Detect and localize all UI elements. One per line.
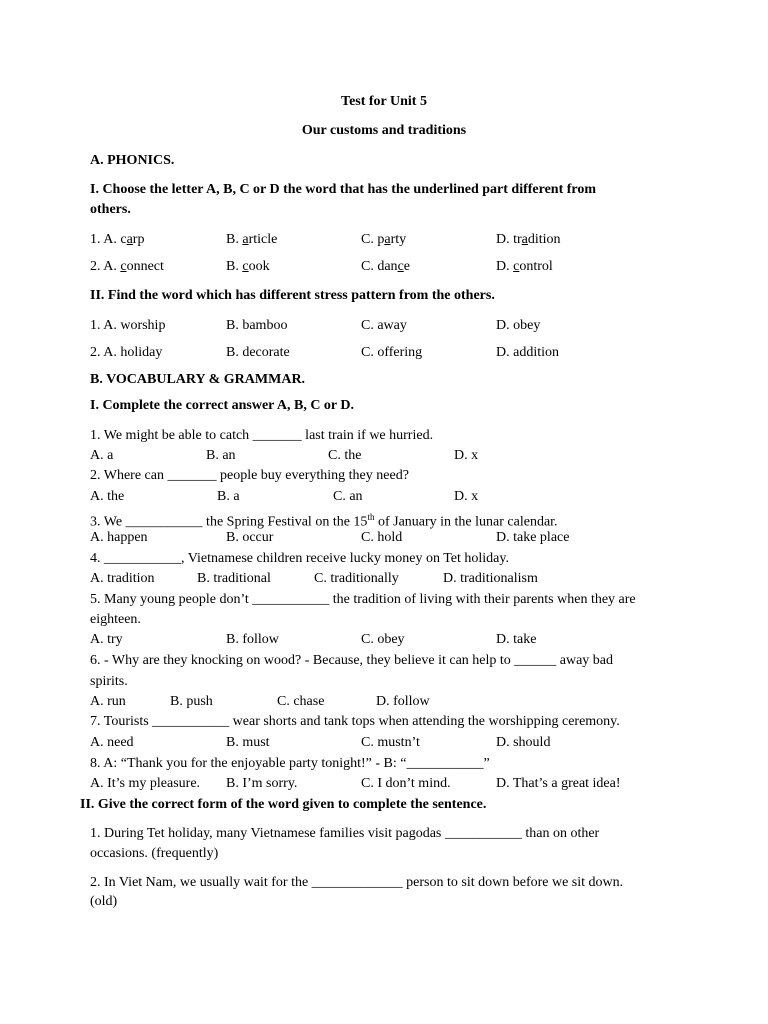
grammar-q3-option-d: D. take place [496,530,570,545]
phonics-q1-option-d: D. tradition [496,232,561,247]
grammar-q5-option-d: D. take [496,632,537,647]
grammar-q7-option-d: D. should [496,735,551,750]
grammar-q8-option-d: D. That’s a great idea! [496,776,621,791]
stress-q2-option-d: D. addition [496,345,559,360]
grammar-q3-option-c: C. hold [361,530,403,545]
section-b-heading: B. VOCABULARY & GRAMMAR. [90,372,306,387]
page-subtitle: Our customs and traditions [301,123,467,138]
grammar-q6-text-cont: spirits. [90,674,128,689]
word-form-q2-text: 2. In Viet Nam, we usually wait for the _____________ person to sit down before we sit down. [90,875,624,890]
phonics-q2-option-c: C. dance [361,259,410,274]
grammar-q6-option-b: B. push [170,694,213,709]
phonics-q2-option-d: D. control [496,259,553,274]
grammar-q6-option-d: D. follow [376,694,430,709]
stress-part2-heading: II. Find the word which has different stress pattern from the others. [90,288,495,303]
grammar-q5-text: 5. Many young people don’t ___________ the tradition of living with their parents when they are [90,592,636,607]
word-form-q2-text-cont: (old) [90,894,118,909]
grammar-q4-option-c: C. traditionally [314,571,399,586]
page-title: Test for Unit 5 [341,94,427,109]
phonics-q2-option-a: 2. A. connect [90,259,164,274]
grammar-q2-option-a: A. the [90,489,125,504]
grammar-q7-option-b: B. must [226,735,270,750]
grammar-q7-option-a: A. need [90,735,134,750]
grammar-q4-option-d: D. traditionalism [443,571,538,586]
grammar-q5-option-c: C. obey [361,632,405,647]
stress-q2-option-b: B. decorate [226,345,290,360]
phonics-q2-option-b: B. cook [226,259,270,274]
grammar-q8-option-b: B. I’m sorry. [226,776,298,791]
grammar-q2-text: 2. Where can _______ people buy everything they need? [90,468,409,483]
grammar-q2-option-b: B. a [217,489,240,504]
phonics-q1-option-a: 1. A. carp [90,232,145,247]
word-form-q1-text: 1. During Tet holiday, many Vietnamese families visit pagodas ___________ than on other [90,826,600,841]
grammar-q4-option-b: B. traditional [197,571,271,586]
grammar-q5-option-b: B. follow [226,632,279,647]
grammar-q4-option-a: A. tradition [90,571,155,586]
grammar-q5-option-a: A. try [90,632,123,647]
grammar-q3-option-b: B. occur [226,530,274,545]
grammar-q6-option-c: C. chase [277,694,325,709]
section-a-heading: A. PHONICS. [90,153,175,168]
phonics-part1-heading-cont: others. [90,202,131,217]
grammar-q8-option-a: A. It’s my pleasure. [90,776,201,791]
grammar-q1-option-d: D. x [454,448,479,463]
stress-q1-option-c: C. away [361,318,407,333]
stress-q2-option-c: C. offering [361,345,423,360]
grammar-q4-text: 4. ___________, Vietnamese children receive lucky money on Tet holiday. [90,551,509,566]
grammar-q1-text: 1. We might be able to catch _______ last train if we hurried. [90,428,434,443]
word-form-part2-heading: II. Give the correct form of the word given to complete the sentence. [80,797,487,812]
phonics-q1-option-b: B. article [226,232,278,247]
grammar-q3-option-a: A. happen [90,530,148,545]
grammar-q2-option-d: D. x [454,489,479,504]
grammar-q1-option-b: B. an [206,448,236,463]
phonics-q1-option-c: C. party [361,232,407,247]
grammar-q8-text: 8. A: “Thank you for the enjoyable party tonight!” - B: “___________” [90,756,490,771]
grammar-q6-option-a: A. run [90,694,126,709]
stress-q1-option-a: 1. A. worship [90,318,166,333]
phonics-part1-heading: I. Choose the letter A, B, C or D the word that has the underlined part different from [90,182,597,197]
word-form-q1-text-cont: occasions. (frequently) [90,846,219,861]
grammar-q5-text-cont: eighteen. [90,612,141,627]
stress-q2-option-a: 2. A. holiday [90,345,163,360]
grammar-q1-option-a: A. a [90,448,114,463]
stress-q1-option-d: D. obey [496,318,541,333]
grammar-q3-text: 3. We ___________ the Spring Festival on the 15th of January in the lunar calendar. [90,512,558,530]
grammar-q8-option-c: C. I don’t mind. [361,776,451,791]
grammar-q7-text: 7. Tourists ___________ wear shorts and tank tops when attending the worshipping ceremony. [90,714,620,729]
stress-q1-option-b: B. bamboo [226,318,288,333]
grammar-part1-heading: I. Complete the correct answer A, B, C or D. [90,398,355,413]
grammar-q7-option-c: C. mustn’t [361,735,420,750]
grammar-q2-option-c: C. an [333,489,363,504]
grammar-q1-option-c: C. the [328,448,362,463]
grammar-q6-text: 6. - Why are they knocking on wood? - Because, they believe it can help to ______ away bad [90,653,614,668]
